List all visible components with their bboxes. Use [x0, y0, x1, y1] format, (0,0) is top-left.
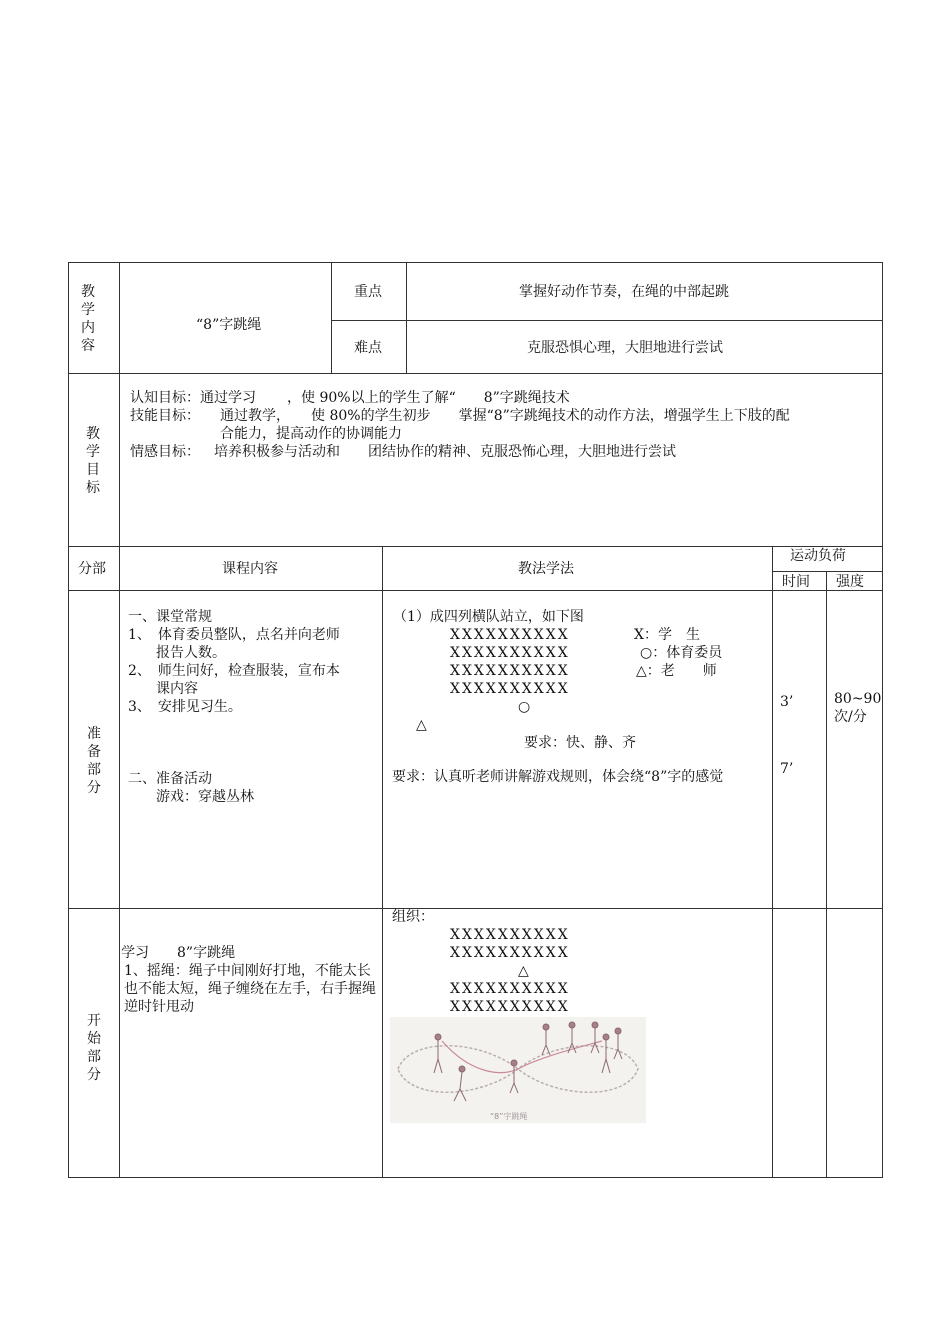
legend-monitor: ○：体育委员 — [640, 645, 723, 661]
formation-row-2: XXXXXXXXXX — [450, 645, 570, 661]
key-point-text: 掌握好动作节奏，在绳的中部起跳 — [519, 284, 729, 300]
prep-time-2: 7’ — [780, 761, 794, 777]
header-load: 运动负荷 — [790, 548, 846, 564]
figure-eight-illustration — [390, 1017, 646, 1123]
prep-intensity: 80~90 次/分 — [834, 691, 882, 725]
start-part-label: 开始部分 — [87, 1013, 101, 1083]
prep-line: 一、课堂常规 — [128, 609, 212, 625]
start-formation-row-2: XXXXXXXXXX — [450, 945, 570, 961]
prep-time-1: 3’ — [780, 694, 794, 710]
teaching-goals-label: 教学目标 — [86, 426, 100, 496]
start-formation-row-3: XXXXXXXXXX — [450, 981, 570, 997]
prep-line: 3、 安排见习生。 — [128, 699, 242, 715]
formation-row-3: XXXXXXXXXX — [450, 663, 570, 679]
prep-part-label: 准备部分 — [87, 726, 101, 796]
legend-teacher: △：老 师 — [636, 663, 717, 679]
header-content: 课程内容 — [222, 561, 278, 577]
prep-line: 报告人数。 — [128, 645, 226, 661]
prep-line: 2、 师生问好，检查服装，宣布本 — [128, 663, 340, 679]
difficulty-label: 难点 — [354, 340, 382, 356]
requirement-1: 要求：快、静、齐 — [524, 735, 636, 751]
goal-skill-prefix: 技能目标： — [130, 408, 200, 424]
requirement-2: 要求：认真听老师讲解游戏规则，体会绕“8”字的感觉 — [392, 769, 724, 785]
prep-line: 1、 体育委员整队，点名并向老师 — [128, 627, 340, 643]
method-title: （1）成四列横队站立，如下图 — [393, 609, 584, 625]
goal-affective: 培养积极参与活动和 团结协作的精神、克服恐怖心理，大胆地进行尝试 — [214, 444, 676, 460]
prep-content — [128, 608, 378, 806]
goal-skill-continued: 合能力，提高动作的协调能力 — [220, 426, 402, 442]
goal-cognitive: ，使 90%以上的学生了解“ 8”字跳绳技术 — [287, 390, 570, 406]
goal-cognitive-prefix: 认知目标：通过学习 — [130, 390, 256, 406]
start-formation-row-1: XXXXXXXXXX — [450, 927, 570, 943]
header-method: 教法学法 — [518, 561, 574, 577]
legend-student: X：学 生 — [634, 627, 700, 643]
monitor-marker: ○ — [518, 699, 531, 715]
difficulty-text: 克服恐惧心理，大胆地进行尝试 — [527, 340, 723, 356]
prep-line: 二、准备活动 — [128, 771, 212, 787]
prep-line: 游戏：穿越丛林 — [128, 789, 254, 805]
start-content-body: 1、摇绳：绳子中间刚好打地，不能太长也不能太短，绳子缠绕在左手，右手握绳逆时针甩动 — [124, 963, 376, 1015]
header-intensity: 强度 — [836, 574, 864, 590]
header-time: 时间 — [782, 574, 810, 590]
formation-row-4: XXXXXXXXXX — [450, 681, 570, 697]
start-content-title: 学习 8”字跳绳 — [121, 945, 236, 961]
lesson-topic: “8”字跳绳 — [196, 317, 262, 333]
goal-affective-prefix: 情感目标： — [130, 444, 200, 460]
formation-row-1: XXXXXXXXXX — [450, 627, 570, 643]
header-part: 分部 — [78, 561, 106, 577]
teacher-marker: △ — [416, 717, 427, 733]
teaching-content-label: 教学内容 — [81, 284, 95, 354]
key-point-label: 重点 — [354, 284, 382, 300]
start-formation-row-4: XXXXXXXXXX — [450, 999, 570, 1015]
figure-caption: “8”字跳绳 — [490, 1112, 528, 1121]
organization-label: 组织： — [392, 909, 434, 925]
goal-skill: 通过教学， 使 80%的学生初步 掌握“8”字跳绳技术的动作方法，增强学生上下肢的配 — [220, 408, 790, 424]
prep-line: 课内容 — [128, 681, 198, 697]
start-teacher-marker: △ — [518, 963, 529, 979]
